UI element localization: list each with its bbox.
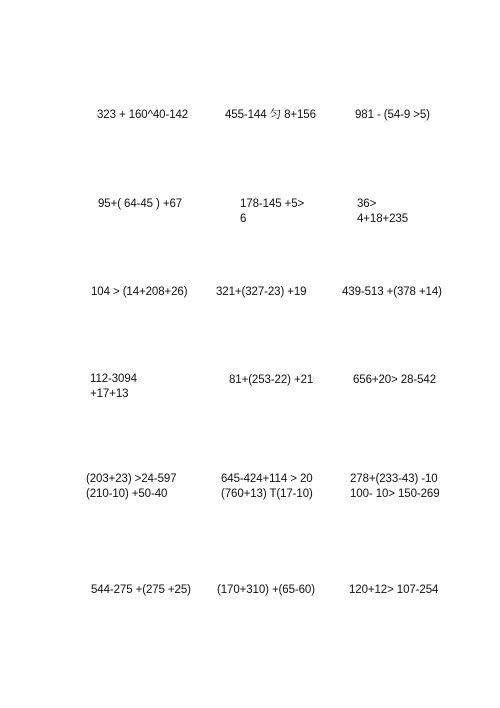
exercise-17	[217, 583, 315, 598]
exercise-2	[225, 108, 316, 123]
exercise-line: 6	[240, 213, 247, 225]
exercise-1	[97, 108, 188, 123]
exercise-line: 981 - (54-9 >5)	[355, 109, 430, 121]
exercise-9	[342, 285, 442, 300]
exercise-11	[229, 373, 313, 388]
exercise-line: 544-275 +(275 +25)	[91, 584, 191, 596]
exercise-6	[357, 197, 408, 227]
exercise-10	[90, 372, 137, 402]
exercise-line: 321+(327-23) +19	[216, 286, 307, 298]
exercise-line: 104 > (14+208+26)	[91, 286, 188, 298]
exercise-line: 645-424+114 > 20	[221, 473, 313, 485]
exercise-line: (203+23) >24-597	[86, 473, 177, 485]
exercise-16	[91, 583, 191, 598]
exercise-13	[86, 472, 176, 502]
exercise-14	[221, 472, 313, 502]
exercise-line: 81+(253-22) +21	[229, 374, 314, 386]
exercise-line: (210-10) +50-40	[86, 488, 168, 500]
exercise-8	[216, 285, 306, 300]
exercise-3	[355, 108, 430, 123]
exercise-line: 439-513 +(378 +14)	[342, 286, 442, 298]
exercise-line: +17+13	[90, 388, 129, 400]
exercise-15	[350, 472, 440, 502]
exercise-line: 455-144 匀 8+156	[225, 109, 316, 121]
exercise-line: (760+13) T(17-10)	[221, 488, 313, 500]
exercise-line: 656+20> 28-542	[353, 374, 437, 386]
exercise-18	[349, 583, 438, 598]
exercise-line: 278+(233-43) -10	[350, 473, 438, 485]
exercise-line: 4+18+235	[357, 213, 409, 225]
exercise-line: (170+310) +(65-60)	[217, 584, 315, 596]
exercise-line: 95+( 64-45 ) +67	[98, 198, 183, 210]
exercise-line: 112-3094	[90, 373, 137, 385]
exercise-5	[240, 197, 304, 227]
exercise-12	[353, 373, 436, 388]
exercise-4	[98, 197, 182, 212]
exercise-line: 178-145 +5>	[240, 198, 305, 210]
exercise-line: 323 + 160^40-142	[97, 109, 189, 121]
exercise-7	[91, 285, 187, 300]
exercise-line: 36>	[357, 198, 377, 210]
exercise-line: 120+12> 107-254	[349, 584, 439, 596]
exercise-line: 100- 10> 150-269	[350, 488, 440, 500]
